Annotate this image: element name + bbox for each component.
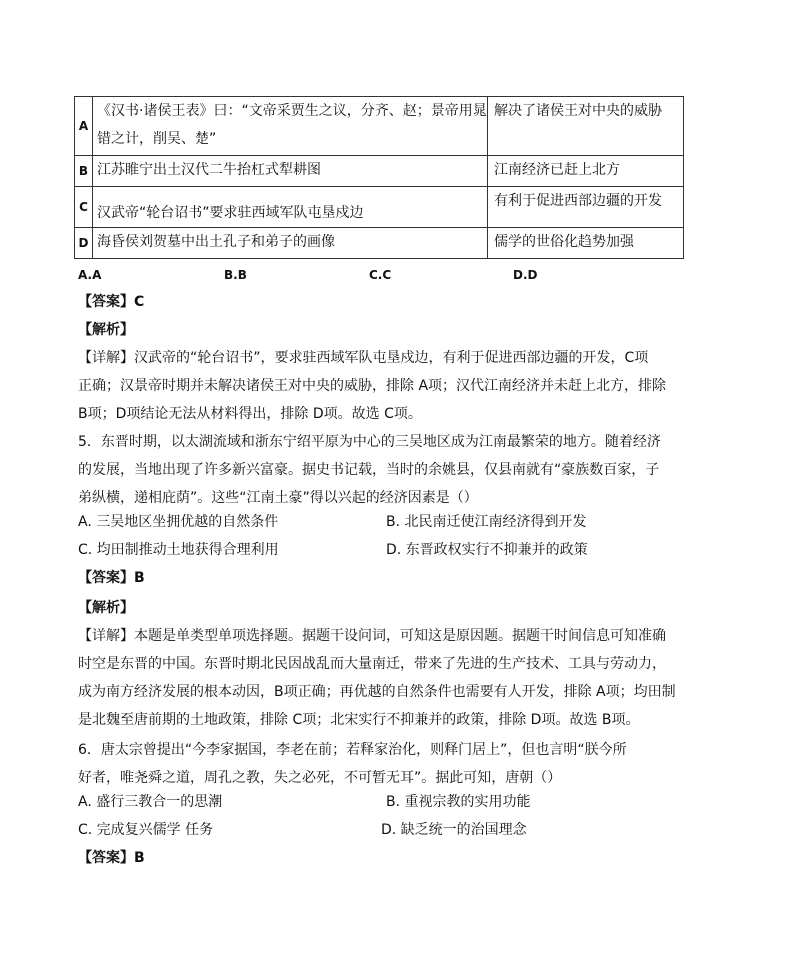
q5-option-a: A. 三吴地区坐拥优越的自然条件 (78, 514, 279, 530)
q5-stem-line: 5．东晋时期，以太湖流域和浙东宁绍平原为中心的三吴地区成为江南最繁荣的地方。随着经济 (78, 434, 661, 450)
material-cell: 汉武帝“轮台诏书”要求驻西域军队屯垦戍边 (93, 187, 488, 228)
q6-option-a: A. 盛行三教合一的思潮 (78, 794, 223, 810)
q5-detail-line: 时空是东晋的中国。东晋时期北民因战乱而大量南迁，带来了先进的生产技术、工具与劳动力， (78, 656, 666, 672)
q5-detail-line: 成为南方经济发展的根本动因，B项正确；再优越的自然条件也需要有人开发，排除 A项；均田制 (78, 684, 676, 700)
table-row (75, 156, 684, 187)
material-cell: 《汉书·诸侯王表》曰：“文帝采贾生之议，分齐、赵；景帝用晁错之计，削吴、楚” (93, 97, 488, 156)
q4-detail-line: B项；D项结论无法从材料得出，排除 D项。故选 C项。 (78, 406, 422, 422)
table-row (75, 97, 684, 156)
conclusion-cell: 解决了诸侯王对中央的威胁 (488, 97, 684, 156)
q6-stem-line: 6．唐太宗曾提出“今李家据国，李老在前；若释家治化，则释门居上”，但也言明“朕今所 (78, 742, 627, 758)
conclusion-cell: 江南经济已赶上北方 (488, 156, 684, 187)
material-cell: 海昏侯刘贺墓中出土孔子和弟子的画像 (93, 228, 488, 259)
table-row (75, 228, 684, 259)
conclusion-cell: 有利于促进西部边疆的开发 (488, 187, 684, 228)
conclusion-cell: 儒学的世俗化趋势加强 (488, 228, 684, 259)
row-label: C (75, 187, 93, 228)
q6-option-b: B. 重视宗教的实用功能 (386, 794, 531, 810)
q4-detail-line: 正确；汉景帝时期并未解决诸侯王对中央的威胁，排除 A项；汉代江南经济并未赶上北方，排除 (78, 378, 667, 394)
q6-option-c: C. 完成复兴儒学 任务 (78, 822, 214, 838)
q5-option-c: C. 均田制推动土地获得合理利用 (78, 542, 279, 558)
q5-stem-line: 的发展，当地出现了许多新兴富豪。据史书记载，当时的余姚县，仅县南就有“豪族数百家，子 (78, 462, 660, 478)
table-row (75, 187, 684, 228)
q5-answer: 【答案】B (78, 570, 145, 586)
q4-analysis: 【解析】 (78, 322, 134, 338)
material-cell: 江苏睢宁出土汉代二牛抬杠式犁耕图 (93, 156, 488, 187)
row-label: A (75, 97, 93, 156)
q6-option-d: D. 缺乏统一的治国理念 (381, 822, 527, 838)
materials-table (74, 96, 684, 259)
option-b: B.B (224, 268, 247, 282)
q5-analysis: 【解析】 (78, 600, 134, 616)
q4-detail-line: 【详解】汉武帝的“轮台诏书”，要求驻西域军队屯垦戍边，有利于促进西部边疆的开发，C项 (78, 350, 649, 366)
q4-answer: 【答案】C (78, 294, 145, 310)
option-c: C.C (369, 268, 392, 282)
row-label: D (75, 228, 93, 259)
q5-detail-line: 是北魏至唐前期的土地政策，排除 C项；北宋实行不抑兼并的政策，排除 D项。故选 B项。 (78, 712, 640, 728)
option-d: D.D (513, 268, 538, 282)
q6-answer: 【答案】B (78, 850, 145, 866)
q5-detail-line: 【详解】本题是单类型单项选择题。据题干设问词，可知这是原因题。据题干时间信息可知准确 (78, 628, 666, 644)
row-label: B (75, 156, 93, 187)
q5-option-b: B. 北民南迁使江南经济得到开发 (386, 514, 587, 530)
option-a: A.A (78, 268, 102, 282)
q5-option-d: D. 东晋政权实行不抑兼并的政策 (386, 542, 588, 558)
q5-stem-line: 弟纵横，递相庇荫”。这些“江南土豪”得以兴起的经济因素是（） (78, 490, 478, 506)
q6-stem-line: 好者，唯尧舜之道，周孔之教，失之必死，不可暂无耳”。据此可知，唐朝（） (78, 770, 562, 786)
